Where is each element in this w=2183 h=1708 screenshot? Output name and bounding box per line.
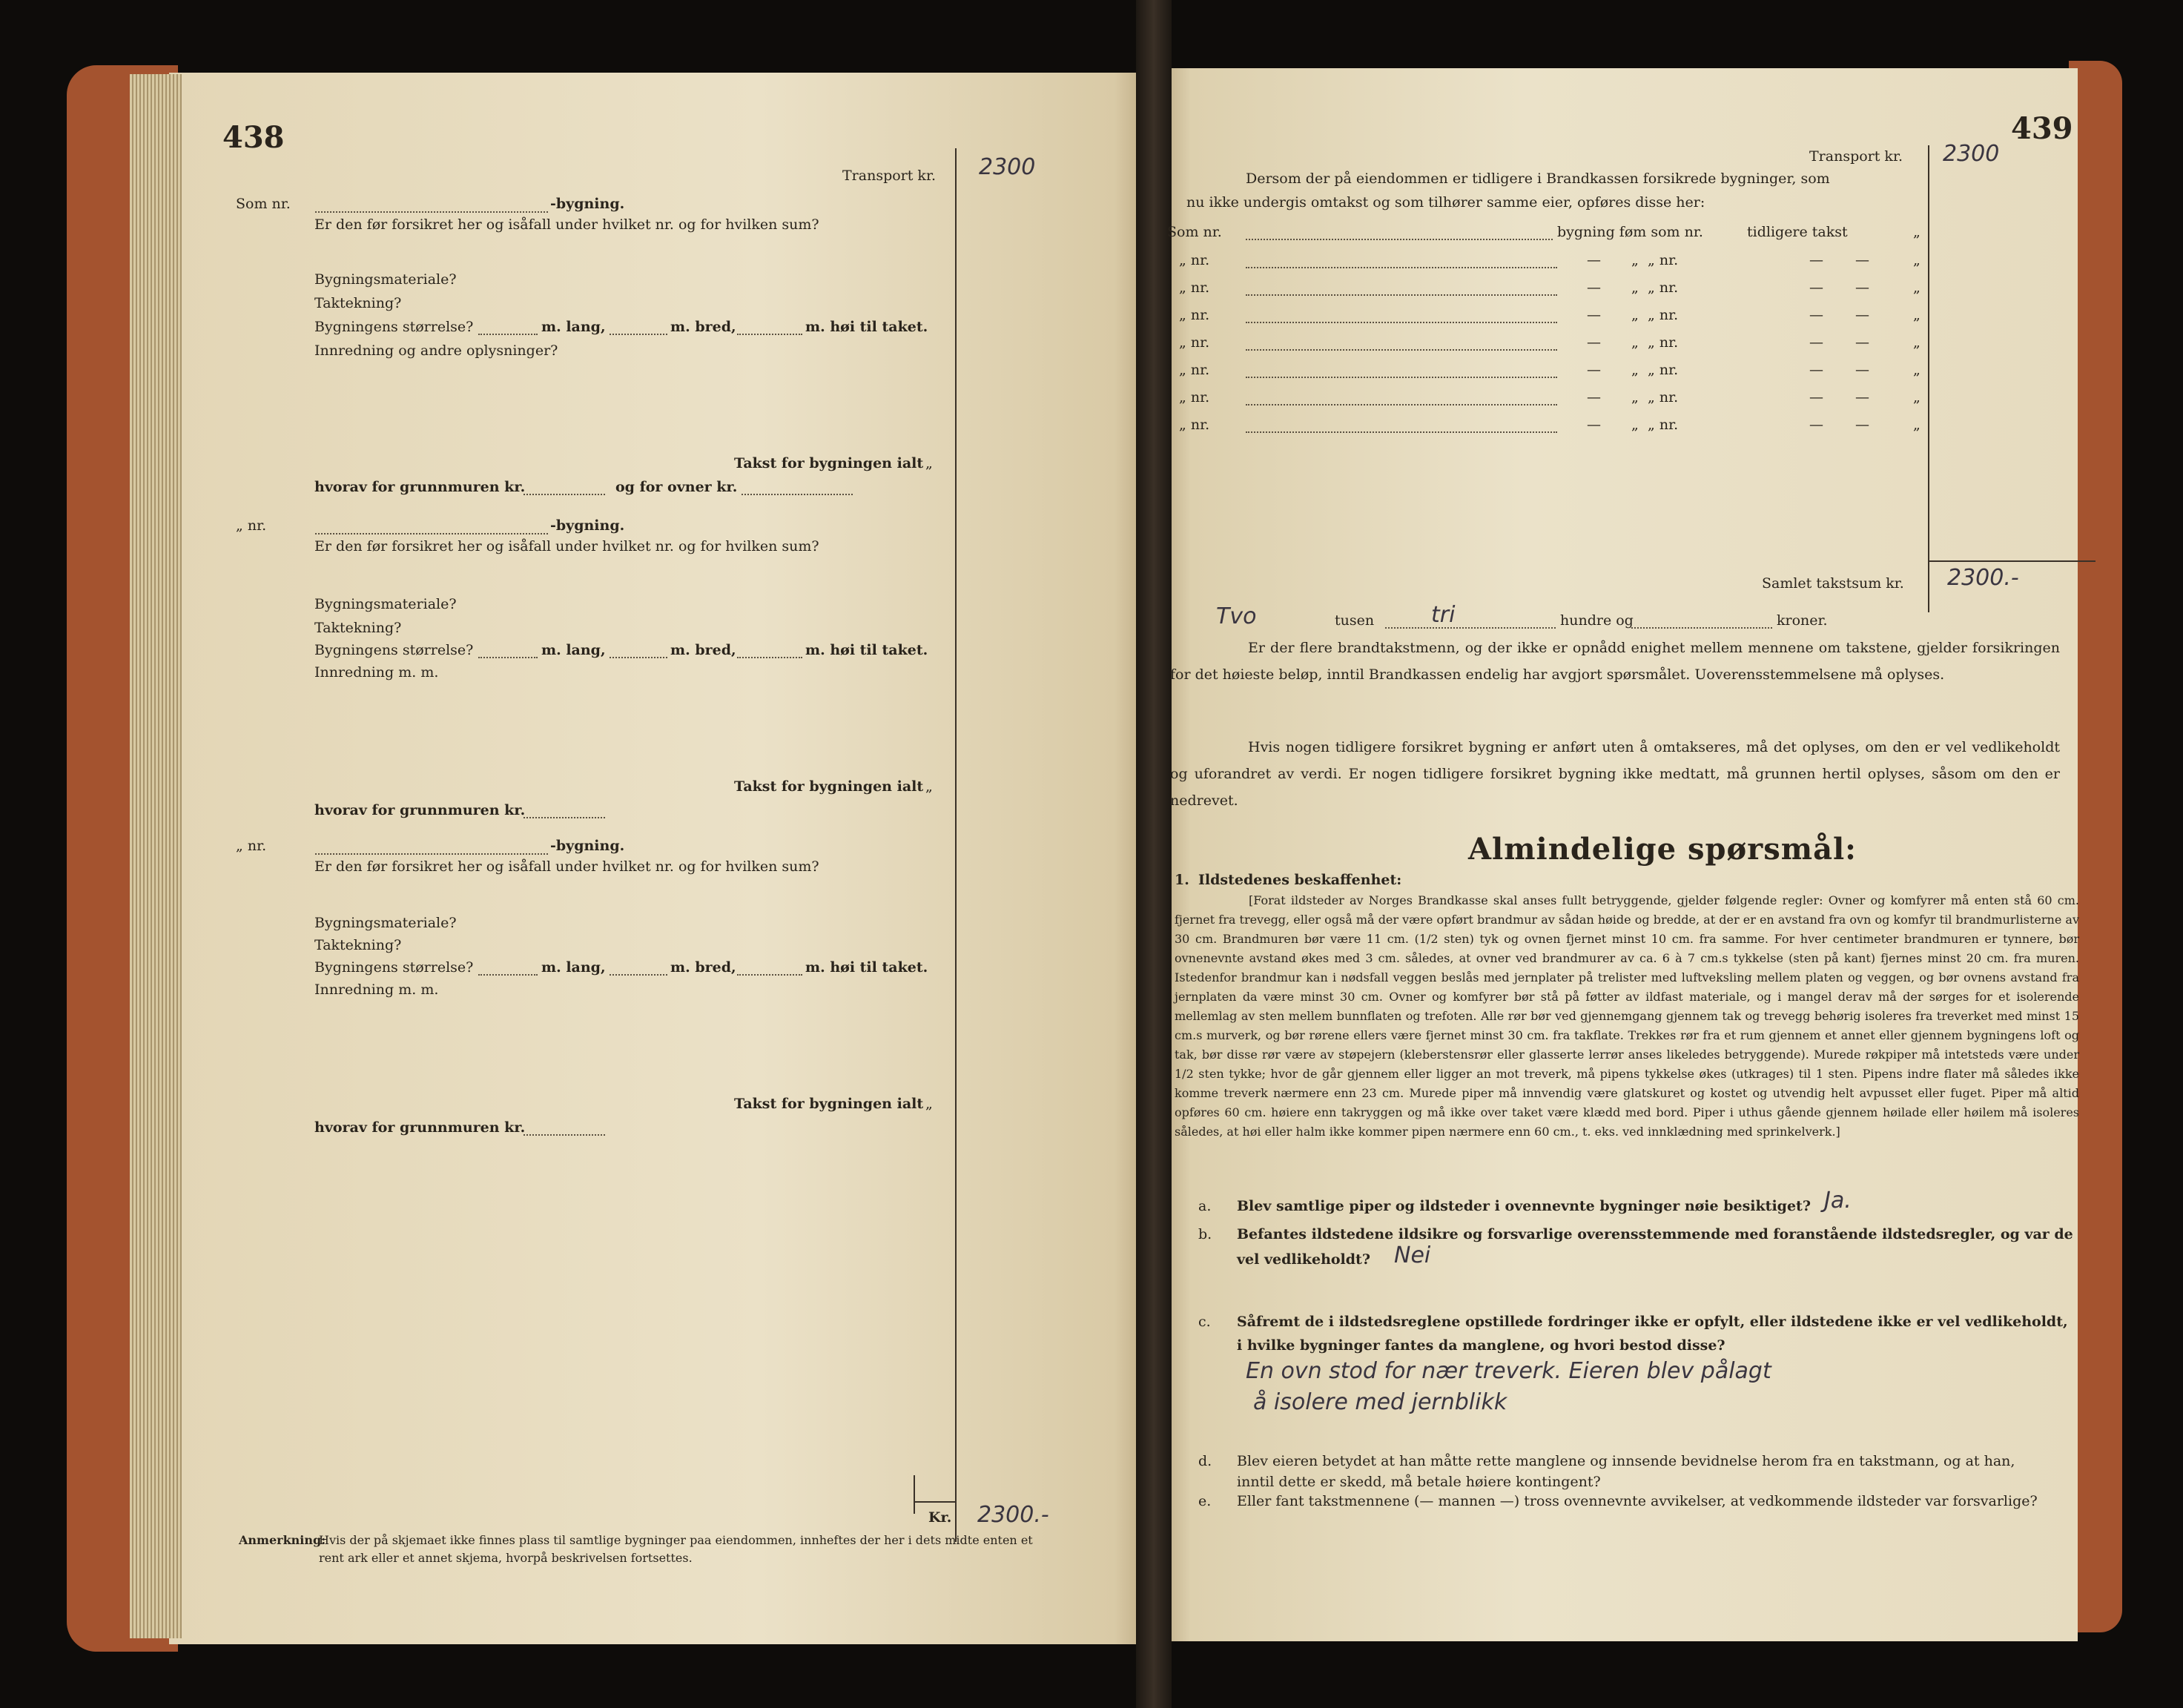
block1-lang: m. lang, [541,319,606,335]
block3-hvorav: hvorav for grunnmuren kr. [314,1119,526,1136]
prev-row-6-quote1: „ [1631,389,1639,406]
right-page-number: 439 [2011,111,2073,146]
row1-tidligere: tidligere takst [1747,224,1848,240]
block3-material: Bygningsmateriale? [314,915,457,931]
prev-row-5-dash3: — [1855,362,1869,378]
prev-row-7-dash2: — [1809,417,1823,433]
block2-nr-label: „ nr. [236,517,267,534]
block1-nr-line [315,211,548,213]
prev-row-4-nr-label: „ nr. [1179,334,1210,351]
qb-label: b. [1198,1226,1212,1242]
right-transport-value: 2300 [1943,141,2000,167]
block1-lang-line [478,334,538,335]
qd-label: d. [1198,1453,1212,1469]
block2-lang-line [478,657,538,658]
sum-tusen: tusen [1335,612,1375,629]
sum-hundreds: tri [1431,602,1456,628]
q1-num: 1. [1175,872,1189,888]
prev-row-2-nr-label: „ nr. [1179,279,1210,296]
block2-question: Er den før forsikret her og isåfall under hvilket nr. og for hvilken sum? [314,538,819,555]
block1-bred-line [610,334,667,335]
block3-nr-line [315,853,548,855]
block2-takst: Takst for bygningen ialt [734,778,924,795]
qa-answer: Ja. [1824,1188,1852,1214]
page-edges [130,74,182,1638]
prev-row-3-dash2: — [1809,307,1823,323]
block3-lang: m. lang, [541,959,606,976]
block2-bred: m. bred, [670,642,736,658]
qb-answer: Nei [1394,1242,1431,1268]
qd-text2: inntil dette er skedd, må betale høiere kontingent? [1237,1474,1601,1490]
block3-takst: Takst for bygningen ialt [734,1096,924,1112]
prev-row-5-nr-label2: „ nr. [1648,362,1679,378]
prev-row-2-line [1246,294,1557,296]
block2-hoi-line [737,657,802,658]
intro-line2: nu ikke undergis omtakst og som tilhører samme eier, opføres disse her: [1186,194,1705,211]
block1-hoi: m. høi til taket. [805,319,928,335]
block2-material: Bygningsmateriale? [314,596,457,612]
block3-bred: m. bred, [670,959,736,976]
prev-row-4-nr-label2: „ nr. [1648,334,1679,351]
prev-row-2-dash1: — [1587,279,1601,296]
block1-takst: Takst for bygningen ialt [734,455,924,471]
prev-row-5-quote2: „ [1913,362,1921,378]
block1-question: Er den før forsikret her og isåfall under hvilket nr. og for hvilken sum? [314,216,819,233]
block3-nr-label: „ nr. [236,838,267,854]
prev-row-4-line [1246,349,1557,351]
qc-text2: i hvilke bygninger fantes da manglene, og hvori bestod disse? [1237,1337,1725,1354]
left-amount-column-rule [955,148,957,1542]
block2-bygning: -bygning. [550,517,625,534]
qa-text: Blev samtlige piper og ildsteder i ovennevnte bygninger nøie besiktiget? [1237,1198,1811,1214]
sum-thousands: Tvo [1216,603,1257,629]
right-amount-column-rule [1928,145,1929,612]
qb-text1: Befantes ildstedene ildsikre og forsvarlige overensstemmende med foranstående ildstedsregler, og var de [1237,1226,2073,1242]
prev-row-1-quote2: „ [1913,252,1921,268]
block2-size-label: Bygningens størrelse? [314,642,474,658]
row1-som-nr: Som nr. [1167,224,1222,240]
para-brandtakstmenn: Er der flere brandtakstmenn, og der ikke er opnådd enighet mellem mennene om takstene, gjelder forsikringen for det høieste beløp, inntil Brandkassen endelig har avgjort spørsmålet. Uoverensstemmelsene må oplyses. [1170,640,2060,683]
prev-row-1-line [1246,267,1557,268]
block2-takst-quote: „ [925,778,933,795]
block3-hvorav-line [524,1134,605,1136]
left-kr-tick [914,1501,955,1503]
prev-row-6-nr-label2: „ nr. [1648,389,1679,406]
block2-bred-line [610,657,667,658]
block1-hvorav-line [524,494,605,495]
prev-row-2-dash2: — [1809,279,1823,296]
block1-size-label: Bygningens størrelse? [314,319,474,335]
prev-row-7-dash3: — [1855,417,1869,433]
prev-row-6-dash3: — [1855,389,1869,406]
sum-kroner: kroner. [1777,612,1828,629]
qc-answer2: å isolere med jernblikk [1253,1389,1507,1415]
prev-row-1-dash1: — [1587,252,1601,268]
block2-inner: Innredning m. m. [314,664,439,681]
row1-quote: „ [1913,224,1921,240]
block3-roof: Taktekning? [314,937,402,953]
prev-row-1-quote1: „ [1631,252,1639,268]
prev-row-6-quote2: „ [1913,389,1921,406]
left-transport-label: Transport kr. [842,168,936,184]
qd-text1: Blev eieren betydet at han måtte rette manglene og innsende bevidnelse herom fra en takstmann, og at han, [1237,1453,2015,1469]
prev-row-2-quote2: „ [1913,279,1921,296]
block2-hvorav: hvorav for grunnmuren kr. [314,802,526,818]
prev-row-2-nr-label2: „ nr. [1648,279,1679,296]
q1-title: Ildstedenes beskaffenhet: [1198,872,1402,888]
block2-nr-line [315,533,548,534]
block2-roof: Taktekning? [314,620,402,636]
prev-row-4-dash1: — [1587,334,1601,351]
qe-text: Eller fant takstmennene (— mannen —) tross ovennevnte avvikelser, at vedkommende ildsteder var forsvarlige? [1237,1493,2038,1509]
row1-bygning-som: bygning føm som nr. [1557,224,1703,240]
prev-row-1-nr-label2: „ nr. [1648,252,1679,268]
prev-row-3-nr-label2: „ nr. [1648,307,1679,323]
q1-rules-text: [Forat ildsteder av Norges Brandkasse skal anses fullt betryggende, gjelder følgende regler: Ovner og komfyrer må enten stå 60 cm. fjernet fra trevegg, eller også må der være opført brandmur av sådan høide og bredde, at der er en avstand fra ovn og komfyr til brandmurlisterne av 30 cm. Brandmuren bør være 11 cm. (1/2 sten) tyk og ovnen fjernet minst 10 cm. fra samme. For hver centimeter brandmuren er tynnere, bør ovnenevnte avstand økes med 3 cm. således, at ovner ved brandmurer av ca. 6 à 7 cm.s tykkelse (sten på kant) fjernes minst 20 cm. fra muren. Istedenfor brandmur kan i nødsfall veggen beslås med jernplater på trelister med luftveksling mellem platen og veggen, og bør ovnens avstand fra jernplaten da være minst 30 cm. Ovner og komfyrer bør stå på føtter av ildfast materiale, og i mangel derav må der sørges for et isolerende mellemlag av sten mellem bunnflaten og trefoten. Alle rør bør ved gjennemgang gjennem tak og trevegg behørig isoleres fra treverket med minst 15 cm.s murverk, og bør rørene ellers være fjernet minst 30 cm. fra takflate. Trekkes rør fra et rum gjennem et annet eller gjennem bygningens loft og tak, bør disse rør være av støpejern (kleberstensrør eller glasserte lerrør anses likeledes betryggende). Murede røkpiper må intetsteds være under 1/2 sten tykke; hvor de går gjennem eller ligger an mot treverk, må pipens tykkelse økes (utkrages) til 1 sten. Pipens indre flater må således ikke komme treverk nærmere enn 23 cm. Murede piper må innvendig være glatskuret og kostet og utvendig helt avpusset eller fuget. Piper må altid opføres 60 cm. høiere enn takryggen og må ikke over taket være klædd med bord. Piper i uthus gående gjennem høilade eller høilem må isoleres således, at høi eller halm ikke kommer pipen nærmere enn 60 cm., t. eks. ved innklædning med sprinkelverk.] [1175,893,2079,1139]
block2-lang: m. lang, [541,642,606,658]
left-kr-label: Kr. [928,1509,952,1526]
prev-row-7-nr-label: „ nr. [1179,417,1210,433]
block1-ovner: og for ovner kr. [615,479,738,495]
block1-hoi-line [737,334,802,335]
prev-row-6-line [1246,404,1557,406]
block1-inner: Innredning og andre oplysninger? [314,342,558,359]
prev-row-2-quote1: „ [1631,279,1639,296]
prev-row-1-dash3: — [1855,252,1869,268]
block3-hoi-line [737,974,802,976]
block2-hoi: m. høi til taket. [805,642,928,658]
intro-line1: Dersom der på eiendommen er tidligere i Brandkassen forsikrede bygninger, som [1246,171,1830,187]
note-line2: rent ark eller et annet skjema, hvorpå beskrivelsen fortsettes. [319,1551,693,1565]
block3-question: Er den før forsikret her og isåfall under hvilket nr. og for hvilken sum? [314,858,819,875]
prev-row-1-nr-label: „ nr. [1179,252,1210,268]
prev-row-5-dash1: — [1587,362,1601,378]
block3-bred-line [610,974,667,976]
qb-text2: vel vedlikeholdt? [1237,1251,1370,1268]
block1-bygning: -bygning. [550,196,625,212]
sum-kroner-line [1631,627,1772,629]
prev-row-2-dash3: — [1855,279,1869,296]
right-transport-label: Transport kr. [1809,148,1903,165]
prev-row-3-quote1: „ [1631,307,1639,323]
row1-line [1246,239,1553,240]
left-kr-value: 2300.- [977,1502,1049,1528]
qc-answer1: En ovn stod for nær treverk. Eieren blev pålagt [1246,1358,1771,1384]
prev-row-5-line [1246,377,1557,378]
prev-row-1-dash2: — [1809,252,1823,268]
qc-label: c. [1198,1314,1211,1330]
prev-row-3-dash3: — [1855,307,1869,323]
block1-material: Bygningsmateriale? [314,271,457,288]
prev-row-4-dash3: — [1855,334,1869,351]
qe-label: e. [1198,1493,1212,1509]
right-total-rule [1928,560,2096,562]
prev-row-5-nr-label: „ nr. [1179,362,1210,378]
prev-row-6-dash2: — [1809,389,1823,406]
qa-label: a. [1198,1198,1212,1214]
qc-text1: Såfremt de i ildstedsreglene opstillede fordringer ikke er opfylt, eller ildstedene ikke er vel vedlikeholdt, [1237,1314,2068,1330]
block1-roof: Taktekning? [314,295,402,311]
para-tidligere: Hvis nogen tidligere forsikret bygning er anført uten å omtakseres, må det oplyses, om den er vel vedlikeholdt og uforandret av verdi. Er nogen tidligere forsikret bygning ikke medtatt, må grunnen hertil oplyses, såsom om den er nedrevet. [1170,739,2060,809]
prev-row-7-dash1: — [1587,417,1601,433]
block1-ovner-line [742,494,853,495]
prev-row-4-quote2: „ [1913,334,1921,351]
block3-lang-line [478,974,538,976]
prev-row-3-dash1: — [1587,307,1601,323]
prev-row-5-quote1: „ [1631,362,1639,378]
section-heading: Almindelige spørsmål: [1468,832,1857,867]
left-page-number: 438 [222,120,285,155]
prev-row-7-quote2: „ [1913,417,1921,433]
left-kr-tick-v [914,1475,915,1514]
block1-bred: m. bred, [670,319,736,335]
prev-row-3-quote2: „ [1913,307,1921,323]
prev-row-3-nr-label: „ nr. [1179,307,1210,323]
samlet-value: 2300.- [1947,565,2019,591]
prev-row-4-quote1: „ [1631,334,1639,351]
prev-row-7-nr-label2: „ nr. [1648,417,1679,433]
spine [1136,0,1172,1708]
note-line1: Hvis der på skjemaet ikke finnes plass til samtlige bygninger paa eiendommen, innheftes der her i dets midte enten et [319,1533,1033,1547]
block3-hoi: m. høi til taket. [805,959,928,976]
block2-hvorav-line [524,817,605,818]
prev-row-7-line [1246,431,1557,433]
block1-nr-label: Som nr. [236,196,291,212]
prev-row-5-dash2: — [1809,362,1823,378]
block1-takst-quote: „ [925,455,933,471]
sum-hundreds-line [1385,627,1556,629]
block3-inner: Innredning m. m. [314,982,439,998]
prev-row-4-dash2: — [1809,334,1823,351]
block3-takst-quote: „ [925,1096,933,1112]
left-transport-value: 2300 [979,154,1036,180]
prev-row-6-nr-label: „ nr. [1179,389,1210,406]
note-label: Anmerkning: [239,1533,326,1547]
block3-bygning: -bygning. [550,838,625,854]
block1-hvorav: hvorav for grunnmuren kr. [314,479,526,495]
prev-row-6-dash1: — [1587,389,1601,406]
prev-row-3-line [1246,322,1557,323]
block3-size-label: Bygningens størrelse? [314,959,474,976]
sum-hundre: hundre og [1560,612,1634,629]
prev-row-7-quote1: „ [1631,417,1639,433]
samlet-label: Samlet takstsum kr. [1762,575,1904,592]
